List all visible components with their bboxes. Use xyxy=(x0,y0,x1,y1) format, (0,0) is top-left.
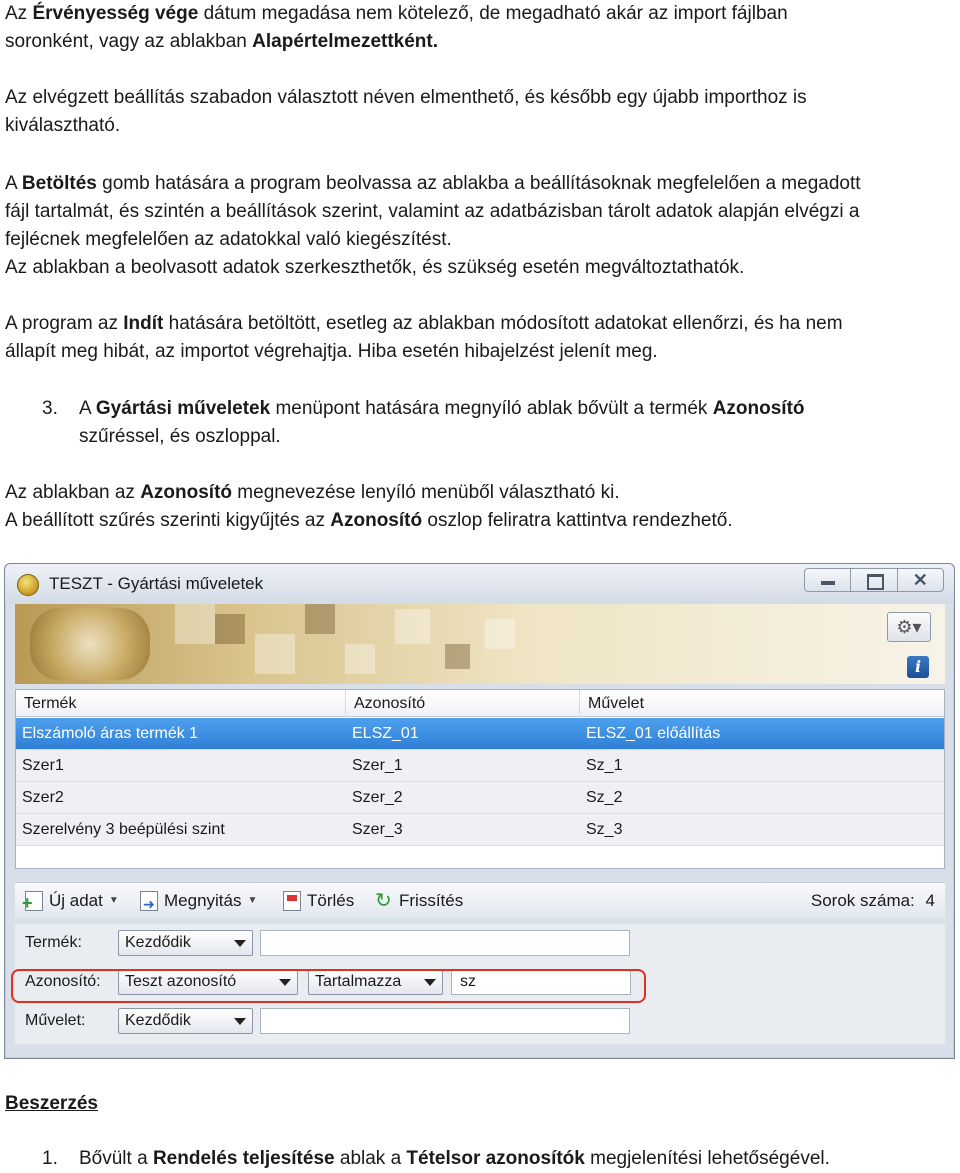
logo xyxy=(30,608,150,680)
text: Az ablakban az xyxy=(5,482,141,503)
column-header-termek[interactable]: Termék xyxy=(16,690,346,717)
table-row[interactable] xyxy=(16,782,944,814)
cell-azonosito: ELSZ_01 xyxy=(352,725,419,742)
bold-text: Indít xyxy=(123,313,164,334)
section-heading: Beszerzés xyxy=(5,1093,98,1114)
text: Bővült a xyxy=(79,1148,153,1169)
text: fejlécnek megfelelően az adatokkal való kiegészítést. xyxy=(5,229,452,250)
list-number: 1. xyxy=(42,1148,58,1169)
chevron-down-icon: ▼ xyxy=(247,895,258,906)
list-item-1 xyxy=(79,1145,949,1173)
text: Az xyxy=(5,3,33,24)
bold-text: Azonosító xyxy=(140,482,233,503)
text: A xyxy=(5,173,22,194)
minimize-icon[interactable] xyxy=(805,569,851,591)
new-document-icon xyxy=(25,891,43,911)
settings-gear-button[interactable]: ⚙▾ xyxy=(887,612,931,642)
table-row[interactable] xyxy=(16,814,944,846)
text: A program az xyxy=(5,313,124,334)
row-count-value: 4 xyxy=(925,891,935,910)
window-controls xyxy=(804,568,944,592)
paragraph-save xyxy=(5,84,955,140)
bold-text: Betöltés xyxy=(21,173,97,194)
text: fájl tartalmát, és szintén a beállítások szerint, valamint az adatbázisban tárolt adatok alapján elvégzi a xyxy=(5,201,860,222)
annotation-highlight xyxy=(11,969,646,1003)
azonosito-filter-label: Azonosító: xyxy=(25,973,101,990)
bold-text: Alapértelmezettként. xyxy=(252,31,439,52)
grid-header xyxy=(16,690,944,717)
paragraph-expiry xyxy=(5,0,955,56)
cell-termek: Szer2 xyxy=(22,789,64,806)
list-item-3 xyxy=(79,395,949,451)
muvelet-filter-input[interactable] xyxy=(260,1008,630,1034)
bold-text: Érvényesség vége xyxy=(32,3,199,24)
paragraph-load xyxy=(5,170,955,282)
bold-text: Rendelés teljesítése xyxy=(152,1148,335,1169)
muvelet-filter-label: Művelet: xyxy=(25,1012,86,1029)
close-icon[interactable]: ✕ xyxy=(912,570,928,590)
cell-muvelet: ELSZ_01 előállítás xyxy=(586,725,721,742)
cell-azonosito: Szer_1 xyxy=(352,757,403,774)
text: menüpont hatására megnyíló ablak bővült a termék xyxy=(270,398,713,419)
termek-filter-label: Termék: xyxy=(25,934,82,951)
header-banner xyxy=(15,604,945,684)
termek-mode-value: Kezdődik xyxy=(125,934,191,951)
cell-muvelet: Sz_1 xyxy=(586,757,623,774)
text: ablak a xyxy=(334,1148,407,1169)
toolbar xyxy=(15,882,945,918)
table-row[interactable] xyxy=(16,750,944,782)
text: gomb hatására a program beolvassa az ablakba a beállításoknak megfelelően a megadott xyxy=(96,173,861,194)
text: dátum megadása nem kötelező, de megadható akár az import fájlban xyxy=(198,3,788,24)
delete-button[interactable] xyxy=(283,889,354,913)
chevron-down-icon: ▼ xyxy=(108,895,119,906)
bold-text: Tételsor azonosítók xyxy=(406,1148,585,1169)
text: Az ablakban a beolvasott adatok szerkeszthetők, és szükség esetén megváltoztathatók. xyxy=(5,257,745,278)
muvelet-mode-value: Kezdődik xyxy=(125,1012,191,1029)
text: szűréssel, és oszloppal. xyxy=(79,426,281,447)
chevron-down-icon xyxy=(234,1018,246,1025)
app-icon xyxy=(17,574,39,596)
window-title: TESZT - Gyártási műveletek xyxy=(49,574,264,593)
app-window xyxy=(4,563,955,1059)
muvelet-mode-select[interactable] xyxy=(118,1008,253,1034)
text: A beállított szűrés szerinti kigyűjtés az xyxy=(5,510,331,531)
open-icon xyxy=(140,891,158,911)
cell-azonosito: Szer_3 xyxy=(352,821,403,838)
open-button[interactable] xyxy=(140,889,257,913)
column-header-muvelet[interactable]: Művelet xyxy=(588,695,645,712)
refresh-label: Frissítés xyxy=(399,891,464,910)
text: soronként, vagy az ablakban xyxy=(5,31,253,52)
list-number: 3. xyxy=(42,398,58,419)
cell-termek: Elszámoló áras termék 1 xyxy=(22,725,199,742)
azonosito-filter-input[interactable]: sz xyxy=(451,969,631,995)
paragraph-start xyxy=(5,310,955,366)
text: megnevezése lenyíló menüből választható ki. xyxy=(232,482,620,503)
text: oszlop feliratra kattintva rendezhető. xyxy=(422,510,733,531)
new-label: Új adat xyxy=(49,891,103,910)
row-count xyxy=(811,889,935,913)
delete-label: Törlés xyxy=(307,891,355,910)
termek-mode-select[interactable] xyxy=(118,930,253,956)
paragraph-filter xyxy=(5,479,955,535)
bold-text: Gyártási műveletek xyxy=(95,398,271,419)
cell-termek: Szerelvény 3 beépülési szint xyxy=(22,821,225,838)
row-count-label: Sorok száma: xyxy=(810,891,915,910)
refresh-button[interactable] xyxy=(375,889,463,913)
text: A xyxy=(79,398,96,419)
info-icon[interactable]: i xyxy=(907,656,929,678)
cell-muvelet: Sz_2 xyxy=(586,789,623,806)
bold-text: Azonosító xyxy=(330,510,423,531)
cell-muvelet: Sz_3 xyxy=(586,821,623,838)
delete-icon xyxy=(283,891,301,911)
termek-filter-input[interactable] xyxy=(260,930,630,956)
cell-azonosito: Szer_2 xyxy=(352,789,403,806)
text: Az elvégzett beállítás szabadon választott néven elmenthető, és később egy újabb importhoz is xyxy=(5,87,807,108)
text: állapít meg hibát, az importot végrehajtja. Hiba esetén hibajelzést jelenít meg. xyxy=(5,341,658,362)
azonosito-mode-value: Tartalmazza xyxy=(315,973,402,990)
open-label: Megnyitás xyxy=(164,891,242,910)
maximize-icon[interactable] xyxy=(851,569,897,591)
new-button[interactable] xyxy=(25,889,119,913)
bold-text: Azonosító xyxy=(712,398,805,419)
column-header-azonosito[interactable]: Azonosító xyxy=(346,690,580,717)
azonosito-field-value: Teszt azonosító xyxy=(125,973,237,990)
table-row[interactable] xyxy=(16,718,944,750)
text: hatására betöltött, esetleg az ablakban módosított adatokat ellenőrzi, és ha nem xyxy=(163,313,843,334)
text: megjelenítési lehetőségével. xyxy=(584,1148,830,1169)
refresh-icon: ↻ xyxy=(375,890,392,912)
text: kiválasztható. xyxy=(5,115,121,136)
title-bar xyxy=(5,564,954,604)
chevron-down-icon xyxy=(234,940,246,947)
cell-termek: Szer1 xyxy=(22,757,64,774)
data-grid xyxy=(15,689,945,869)
